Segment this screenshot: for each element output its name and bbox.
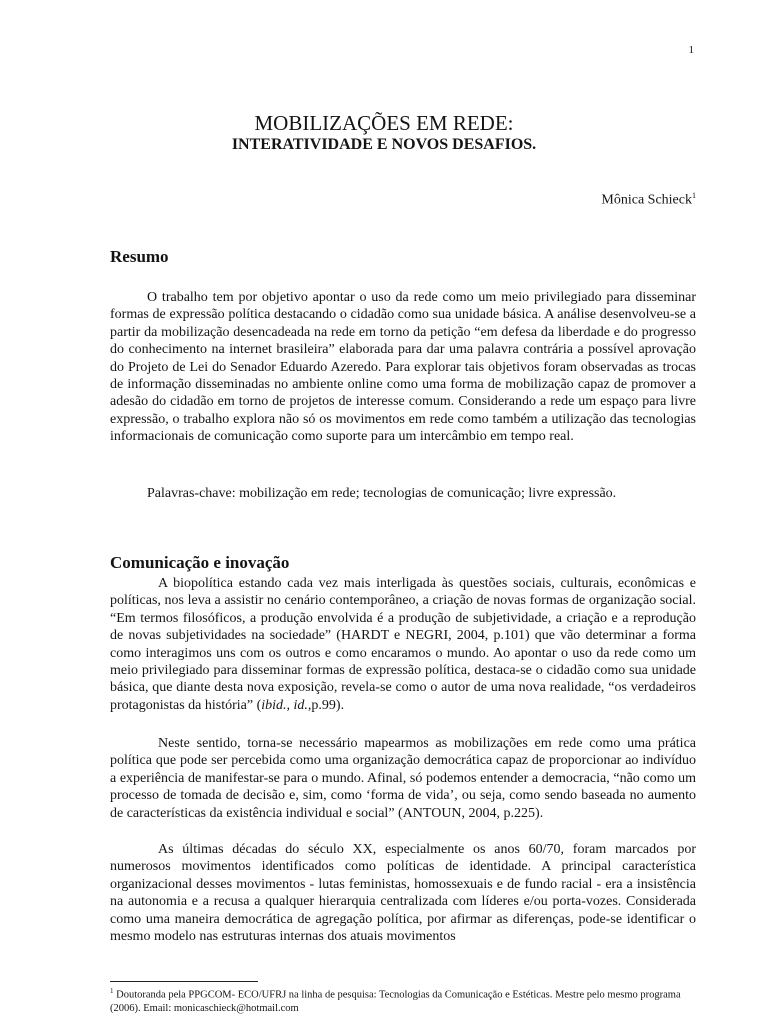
document-subtitle: INTERATIVIDADE E NOVOS DESAFIOS. <box>231 136 537 153</box>
body-paragraph-2: Neste sentido, torna-se necessário mapearmos as mobilizações em rede como uma prática política que pode ser percebida como uma organização democrática capaz de proporcionar ao indivíduo a experiência de manifestar-se para o mundo. Afinal, só podemos entender a democracia, “não como um processo de tomada de decisão e, sim, como ‘forma de vida’, ou seja, como sendo baseada no aumento de características da existência individual e social” (ANTOUN, 2004, p.225). <box>110 736 696 821</box>
document-title: MOBILIZAÇÕES EM REDE: <box>254 111 514 135</box>
keywords-line: Palavras-chave: mobilização em rede; tecnologias de comunicação; livre expressão. <box>147 486 617 501</box>
body-paragraph-3: As últimas décadas do século XX, especialmente os anos 60/70, foram marcados por numerosos movimentos identificados como políticas de identidade. A principal característica organizacional desses movimentos - lutas feministas, homossexuais e de fundo racial - era a insistência na autonomia e a recusa a qualquer hierarquia centralizada com líderes e/ou porta-vozes. Considerada como uma maneira democrática de agregação política, por afirmar as diferenças, pode-se identificar o mesmo modelo nas estruturas internas dos atuais movimentos <box>110 842 696 945</box>
footnote-text: Doutoranda pela PPGCOM- ECO/UFRJ na linha de pesquisa: Tecnologias da Comunicação e Estéticas. Mestre pelo mesmo programa (2006). Email: monicaschieck@hotmail.com <box>110 989 681 1014</box>
author-line <box>601 191 696 209</box>
citation-ibid: ibid., id., <box>261 697 312 713</box>
paragraph-1-text: A biopolítica estando cada vez mais interligada às questões sociais, culturais, econômicas e políticas, nos leva a assistir no cenário contemporâneo, a criação de novas formas de organização social. “Em termos filosóficos, a produção envolvida é a produção de subjetividade, a criação e a reprodução de novas subjetividades na sociedade” (HARDT e NEGRI, 2004, p.101) que vão determinar a forma como interagimos uns com os outros e como encaramos o mundo. Ao apontar o uso da rede como um meio privilegiado para disseminar formas de expressão política, destaca-se o cidadão como sua unidade básica, que diante desta nova exposição, revela-se como o autor de uma nova realidade, “os verdadeiros protagonistas da história” ( <box>110 576 696 713</box>
section-heading: Comunicação e inovação <box>110 553 290 572</box>
footnote <box>110 985 700 1015</box>
body-paragraph-1 <box>110 575 696 714</box>
abstract-text: O trabalho tem por objetivo apontar o uso da rede como um meio privilegiado para disseminar formas de expressão política destacando o cidadão como sua unidade básica. A análise desenvolveu-se a partir da mobilização desencadeada na rede em torno da petição “em defesa da liberdade e do progresso do conhecimento na internet brasileira” elaborada para dar uma palavra contrária a possível aprovação do Projeto de Lei do Senador Eduardo Azeredo. Para explorar tais objetivos foram observadas as trocas de informação disseminadas no ambiente online como uma forma de mobilização capaz de promover a adesão do cidadão em torno de projetos de interesse comum. Considerando a rede um espaço para livre expressão, o trabalho explora não só os movimentos em rede como também a utilização das tecnologias informacionais de comunicação como suporte para um intercâmbio em tempo real. <box>110 290 696 445</box>
footnote-divider <box>110 981 258 982</box>
author-footnote-mark: 1 <box>692 191 696 200</box>
paragraph-1-end: p.99). <box>311 697 345 713</box>
footnote-mark: 1 <box>110 987 114 995</box>
abstract-heading: Resumo <box>110 247 169 266</box>
author-name: Mônica Schieck <box>601 192 692 208</box>
page-number: 1 <box>688 44 694 56</box>
